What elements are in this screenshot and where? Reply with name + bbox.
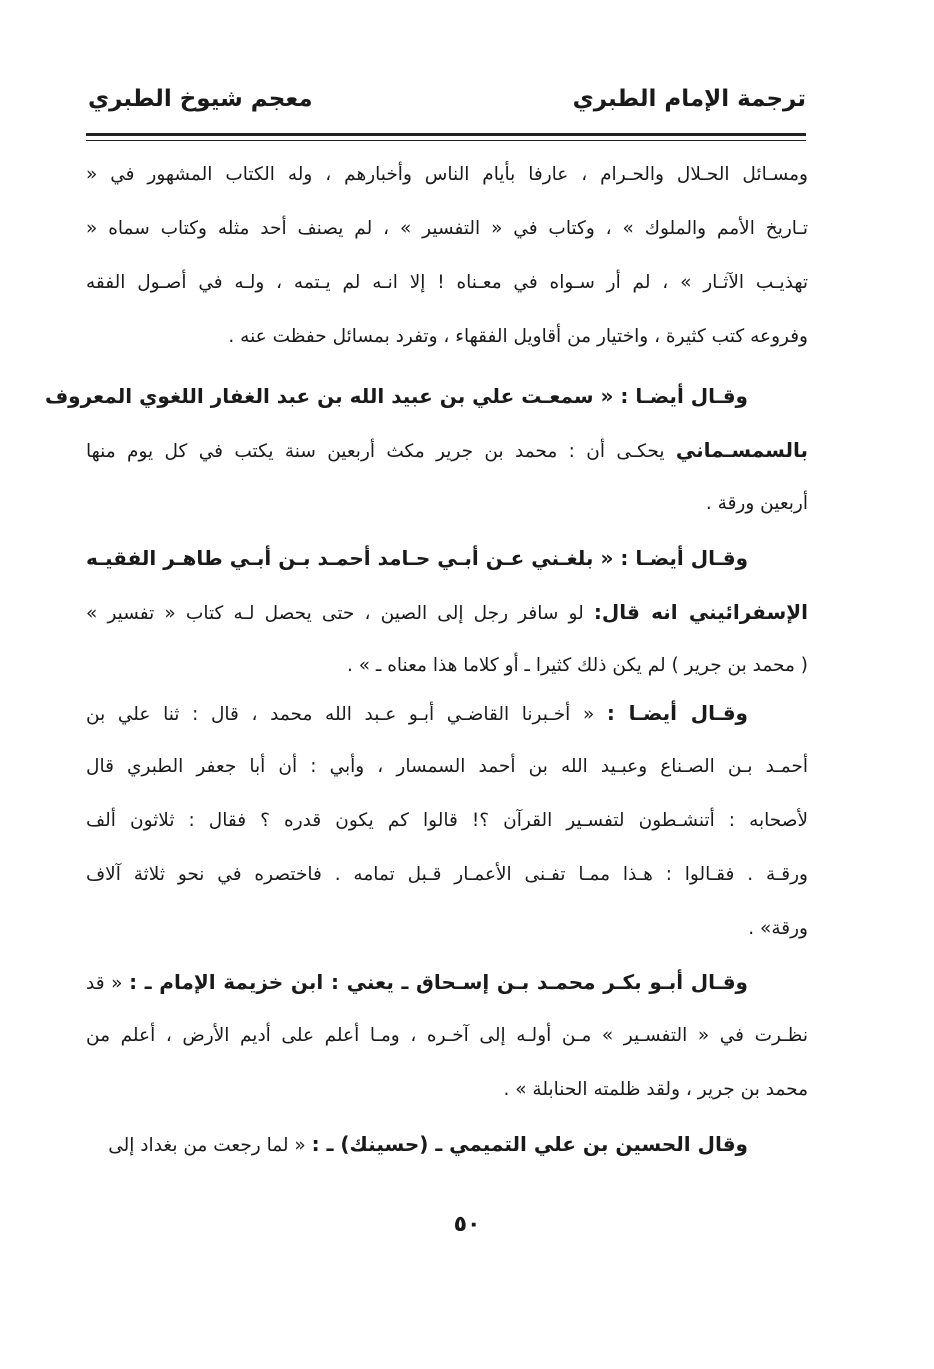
line-text: ورقة» . xyxy=(748,918,808,939)
line-text: وفروعه كتب كثيرة ، واختيار من أقاويل الفقهاء ، وتفرد بمسائل حفظت عنه . xyxy=(228,326,808,347)
line-text: أحمـد بـن الصـناع وعبـيد الله بن أحمد السمسار ، وأبي : أن أبا جعفر الطبري قال xyxy=(86,756,808,777)
running-header xyxy=(84,80,806,126)
text-line xyxy=(86,902,808,956)
paragraph xyxy=(86,955,808,1117)
line-text: تـاريخ الأمم والملوك » ، وكتاب في « التفسير » ، لم يصنف أحد مثله وكتاب سماه « xyxy=(86,218,808,239)
text-line xyxy=(86,740,808,794)
paragraph xyxy=(86,531,808,693)
text-line xyxy=(86,477,808,531)
line-text: « لما رجعت من بغداد إلى xyxy=(108,1135,312,1156)
bold-lead: بالسمسـماني xyxy=(675,438,808,462)
line-text: نظـرت في « التفسـير » مـن أولـه إلى آخـره ، ومـا أعلم على أديم الأرض ، أعلم من xyxy=(86,1025,808,1046)
text-line xyxy=(86,585,808,639)
line-text: « أخـبرنا القاضـي أبـو عـبد الله محمد ، قال : ثنا علي بن xyxy=(86,704,607,725)
line-text: محمد بن جرير ، ولقد ظلمته الحنابلة » . xyxy=(503,1079,808,1100)
header-right-title: ترجمة الإمام الطبري xyxy=(572,86,806,112)
header-left-title: معجم شيوخ الطبري xyxy=(88,86,313,112)
paragraph xyxy=(86,1117,808,1171)
header-rule-thin xyxy=(86,140,806,141)
text-line xyxy=(86,955,808,1009)
text-line xyxy=(86,423,808,477)
bold-lead: الإسفرائيني انه قال: xyxy=(593,600,808,624)
text-line xyxy=(86,148,808,202)
text-line xyxy=(86,1117,808,1171)
paragraph xyxy=(86,686,808,956)
text-line xyxy=(86,256,808,310)
text-line xyxy=(44,369,808,423)
text-line xyxy=(86,848,808,902)
text-line xyxy=(86,1009,808,1063)
paragraph xyxy=(44,369,808,531)
line-text: لأصحابه : أتنشـطون لتفسـير القرآن ؟! قالوا كم يكون قدره ؟ فقال : ثلاثون ألف xyxy=(86,810,808,831)
text-line xyxy=(86,1063,808,1117)
bold-lead: وقـال أيضـا : xyxy=(606,701,748,725)
line-text: يحكـى أن : محمد بن جرير مكث أربعين سنة يكتب في كل يوم منها xyxy=(86,441,676,462)
paragraph xyxy=(86,148,808,364)
text-line xyxy=(86,531,808,585)
bold-lead: وقـال أبـو بكـر محمـد بـن إسـحاق ـ يعني : ابن خزيمة الإمام ـ : xyxy=(129,970,748,994)
text-line xyxy=(86,639,808,693)
line-text: لو سافر رجل إلى الصين ، حتى يحصل لـه كتاب « تفسير » xyxy=(86,603,594,624)
bold-lead: وقال الحسين بن علي التميمي ـ (حسينك) ـ : xyxy=(311,1132,748,1156)
bold-lead: وقـال أيضـا : « سمعـت علي بن عبيد الله بن عبد الغفار اللغوي المعروف xyxy=(44,384,748,408)
text-line xyxy=(86,794,808,848)
text-line xyxy=(86,686,808,740)
line-text: تهذيـب الآثـار » ، لم أر سـواه في معـناه ! إلا انـه لم يـتمه ، ولـه في أصـول الفقه xyxy=(86,272,808,293)
line-text: « قد xyxy=(86,973,130,994)
text-line xyxy=(86,310,808,364)
header-rule-thick xyxy=(86,133,806,136)
line-text: ( محمد بن جرير ) لم يكن ذلك كثيرا ـ أو كلاما هذا معناه ـ » . xyxy=(346,655,808,676)
line-text: أربعين ورقة . xyxy=(705,493,808,514)
line-text: ورقـة . فقـالوا : هـذا ممـا تفـنى الأعمـار قـبل تمامه . فاختصره في نحو ثلاثة آلاف xyxy=(86,864,808,885)
line-text: ومسـائل الحـلال والحـرام ، عارفا بأيام الناس وأخبارهم ، وله الكتاب المشهور في « xyxy=(86,164,808,185)
bold-lead: وقـال أيضـا : « بلغـني عـن أبـي حـامد أحمـد بـن أبـي طاهـر الفقيـه xyxy=(86,546,748,570)
text-line xyxy=(86,202,808,256)
page-number: ٥٠ xyxy=(453,1212,481,1237)
